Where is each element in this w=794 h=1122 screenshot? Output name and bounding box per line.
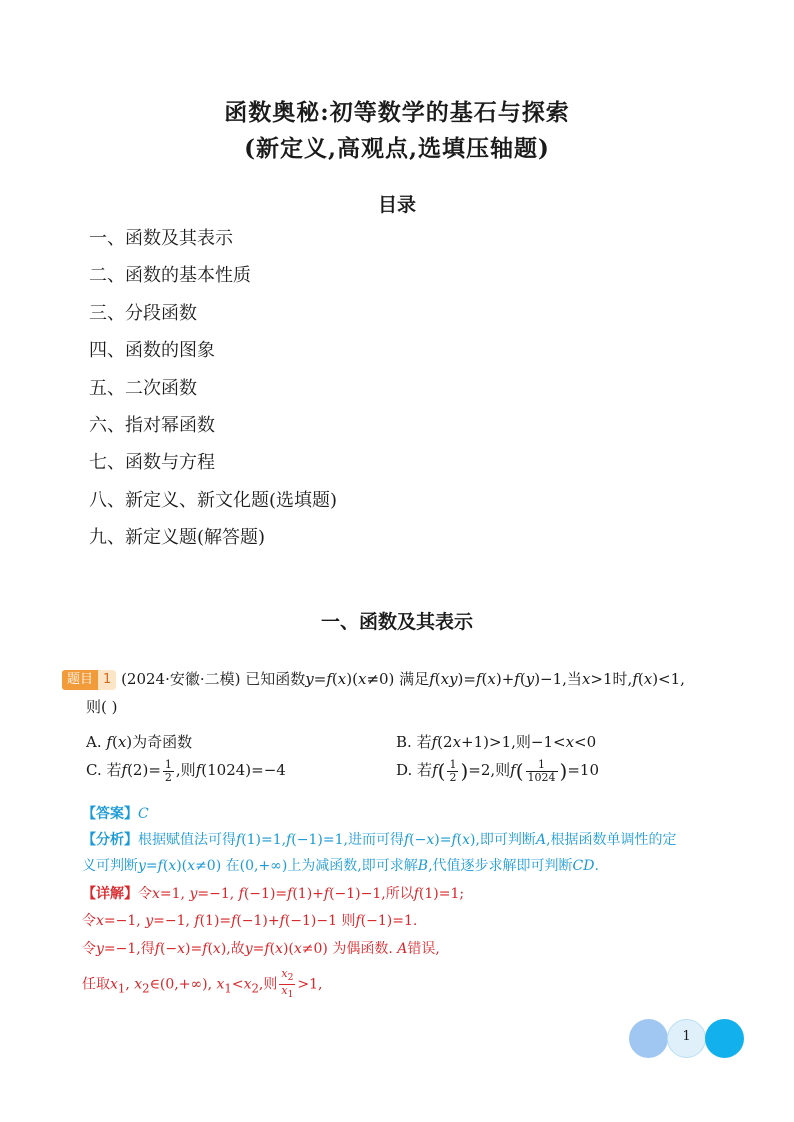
section-heading: 一、函数及其表示 <box>320 611 473 633</box>
toc-item[interactable]: 三、分段函数 <box>89 302 197 324</box>
question-stem-line2: 则( ) <box>86 698 118 716</box>
toc-item[interactable]: 二、函数的基本性质 <box>89 265 251 287</box>
page-decoration-left <box>629 1019 668 1058</box>
toc-item[interactable]: 七、函数与方程 <box>89 452 215 474</box>
analysis-line: 【分析】根据赋值法可得f(1)=1,f(−1)=1,进而可得f(−x)=f(x),即可判断A,根据函数单调性的定 <box>82 832 677 848</box>
toc-item[interactable]: 六、指对幂函数 <box>89 414 215 436</box>
toc-heading: 目录 <box>377 194 416 216</box>
page-number: 1 <box>682 1029 691 1044</box>
toc-item[interactable]: 五、二次函数 <box>89 377 197 399</box>
page-decoration-right <box>705 1019 744 1058</box>
question-badge: 题目 1 <box>62 670 116 690</box>
option-a[interactable]: A. f(x)为奇函数 <box>86 733 193 751</box>
question-stem: 题目 1 (2024·安徽·二模) 已知函数y=f(x)(x≠0) 满足f(xy)=f(x)+f(y)−1,当x>1时,f(x)<1, <box>62 666 742 692</box>
doc-title-line2: (新定义,高观点,选填压轴题) <box>244 135 550 162</box>
analysis-line-2: 义可判断y=f(x)(x≠0) 在(0,+∞)上为减函数,即可求解B,代值逐步求解即可判断CD. <box>82 858 599 874</box>
toc-item[interactable]: 四、函数的图象 <box>89 340 215 362</box>
option-d[interactable]: D. 若f( $\frac{1}{2}$ )=2,则f( $\frac{1}{1024}$ )=10 <box>396 757 599 784</box>
option-b[interactable]: B. 若f(2x+1)>1,则−1<x<0 <box>396 733 597 751</box>
detail-line-1: 【详解】令x=1, y=−1, f(−1)=f(1)+f(−1)−1,所以f(1)=1; <box>82 886 465 902</box>
table-of-contents <box>89 226 337 563</box>
question-source: (2024·安徽·二模) <box>121 670 241 688</box>
toc-item[interactable]: 八、新定义、新文化题(选填题) <box>89 489 338 511</box>
doc-title-line1: 函数奥秘:初等数学的基石与探索 <box>224 99 570 126</box>
toc-item[interactable]: 一、函数及其表示 <box>89 228 233 249</box>
answer-line: 【答案】C <box>82 806 149 822</box>
detail-line-2: 令x=−1, y=−1, f(1)=f(−1)+f(−1)−1 则f(−1)=1. <box>82 913 418 929</box>
toc-item[interactable]: 九、新定义题(解答题) <box>89 527 266 549</box>
detail-line-4: 任取$x_1$, $x_2\in(0,+\infty)$, $x_1<x_2$,则 $\frac{x_2}{x_1}$ >1, <box>82 967 323 1001</box>
option-c[interactable]: C. 若f(2)= $\frac{1}{2}$ ,则f(1024)=−4 <box>86 757 286 784</box>
detail-line-3: 令y=−1,得f(−x)=f(x),故y=f(x)(x≠0) 为偶函数. A错误, <box>82 941 440 957</box>
